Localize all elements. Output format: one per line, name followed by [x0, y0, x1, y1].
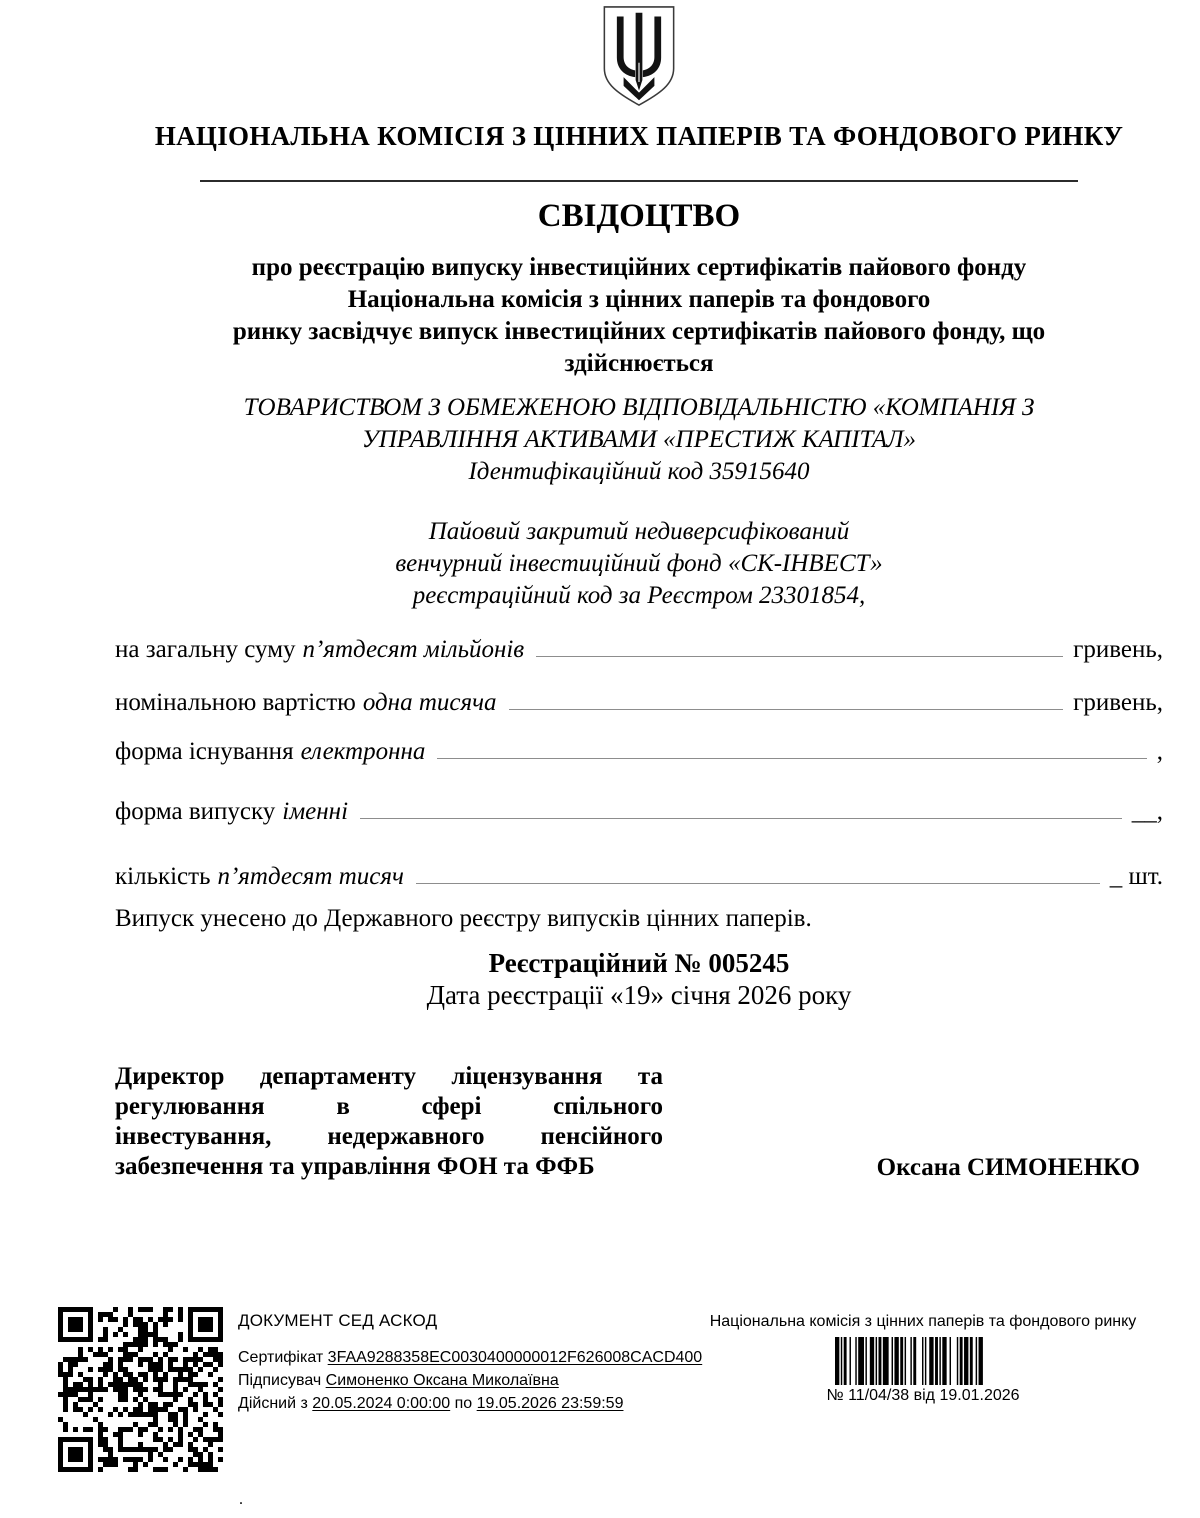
certificate-body	[0, 5, 1200, 1182]
certificate-label: Сертифікат	[238, 1349, 324, 1366]
blank-line	[416, 861, 1100, 884]
director-position-line: інвестування, недержавного пенсійного	[115, 1123, 663, 1150]
total-amount-value: п’ятдесят мільйонів	[302, 636, 525, 663]
quantity-row	[115, 861, 1163, 892]
registration-date: Дата реєстрації «19» січня 2026 року	[426, 980, 852, 1010]
total-amount-row	[115, 634, 1163, 665]
subtitle-line: Національна комісія з цінних паперів та фондового	[347, 286, 931, 313]
registration-number: Реєстраційний № 005245	[488, 948, 790, 978]
doc-system-label: ДОКУМЕНТ СЕД АСКОД	[238, 1311, 438, 1330]
org-name-heading: НАЦІОНАЛЬНА КОМІСІЯ З ЦІННИХ ПАПЕРІВ ТА ФОНДОВОГО РИНКУ	[154, 121, 1124, 151]
blank-line	[437, 736, 1146, 759]
issuer-line: ТОВАРИСТВОМ З ОБМЕЖЕНОЮ ВІДПОВІДАЛЬНІСТЮ «КОМПАНІЯ З	[243, 394, 1035, 421]
form-lines	[115, 634, 1163, 892]
emblem-wrap	[115, 5, 1163, 107]
barcode-icon	[835, 1337, 1011, 1385]
registry-note: Випуск унесено до Державного реєстру випусків цінних паперів.	[115, 905, 812, 932]
fund-block	[115, 516, 1163, 612]
signature-row	[115, 1062, 1163, 1182]
issuer-block	[115, 392, 1163, 488]
quantity-label: кількість	[115, 863, 211, 890]
existence-form-suffix: ,	[1156, 738, 1163, 765]
document-subtitle	[115, 252, 1163, 380]
nominal-value-suffix: гривень,	[1073, 689, 1163, 716]
document-title: СВІДОЦТВО	[537, 198, 741, 234]
header-divider	[200, 180, 1078, 182]
certificate-line	[238, 1346, 702, 1369]
quantity-value: п’ятдесят тисяч	[217, 863, 404, 890]
validity-from: 20.05.2024 0:00:00	[312, 1395, 451, 1412]
subtitle-line: про реєстрацію випуску інвестиційних сертифікатів пайового фонду	[251, 254, 1027, 281]
issuer-line: УПРАВЛІННЯ АКТИВАМИ «ПРЕСТИЖ КАПІТАЛ»	[361, 426, 917, 453]
issuer-identification-code: Ідентифікаційний код 35915640	[468, 458, 810, 485]
existence-form-row	[115, 736, 1163, 767]
signer-label: Підписувач	[238, 1372, 322, 1389]
subtitle-line: ринку засвідчує випуск інвестиційних сертифікатів пайового фонду, що	[232, 318, 1046, 345]
total-amount-label: на загальну суму	[115, 636, 296, 663]
existence-form-label: форма існування	[115, 738, 294, 765]
trailing-dot: .	[239, 1491, 243, 1508]
fund-registry-code: реєстраційний код за Реєстром 23301854,	[412, 582, 866, 609]
blank-line	[360, 796, 1122, 819]
issue-form-label: форма випуску	[115, 798, 276, 825]
issue-form-value: іменні	[282, 798, 349, 825]
signer-name: Оксана СИМОНЕНКО	[876, 1154, 1140, 1181]
validity-label: Дійсний з	[238, 1395, 308, 1412]
certificate-details	[238, 1346, 702, 1415]
blank-line	[509, 687, 1064, 710]
qr-code-icon	[58, 1307, 223, 1472]
digital-signature-info	[238, 1311, 702, 1415]
stamp-block	[690, 1313, 1156, 1405]
signer-line	[238, 1369, 702, 1392]
nominal-value-row	[115, 687, 1163, 718]
signer-full-name: Симоненко Оксана Миколаївна	[325, 1372, 559, 1389]
subtitle-line: здійснюється	[564, 350, 714, 377]
validity-to: 19.05.2026 23:59:59	[476, 1395, 624, 1412]
director-position-block	[115, 1062, 663, 1182]
total-amount-suffix: гривень,	[1073, 636, 1163, 663]
quantity-suffix: _ шт.	[1109, 863, 1163, 890]
ukraine-trident-emblem-icon	[599, 5, 679, 107]
stamp-org-name: Національна комісія з цінних паперів та фондового ринку	[709, 1313, 1137, 1330]
certificate-document	[0, 5, 1200, 1518]
blank-line	[536, 634, 1063, 657]
fund-line: Пайовий закритий недиверсифікований	[428, 518, 850, 545]
fund-name-line: венчурний інвестиційний фонд «СК-ІНВЕСТ»	[395, 550, 883, 577]
nominal-value-label: номінальною вартістю	[115, 689, 356, 716]
existence-form-value: електронна	[300, 738, 426, 765]
director-position-line: Директор департаменту ліцензування та	[115, 1063, 663, 1090]
certificate-value: 3FAA9288358EC0030400000012F626008CACD400	[327, 1349, 703, 1366]
validity-to-label: по	[454, 1395, 473, 1412]
director-position-line: забезпечення та управління ФОН та ФФБ	[115, 1153, 595, 1180]
director-position-line: регулювання в сфері спільного	[115, 1093, 663, 1120]
issue-form-row	[115, 796, 1163, 827]
stamp-number: № 11/04/38 від 19.01.2026	[826, 1387, 1020, 1404]
issue-form-suffix: __,	[1131, 798, 1163, 825]
nominal-value-value: одна тисяча	[362, 689, 497, 716]
validity-line	[238, 1392, 702, 1415]
